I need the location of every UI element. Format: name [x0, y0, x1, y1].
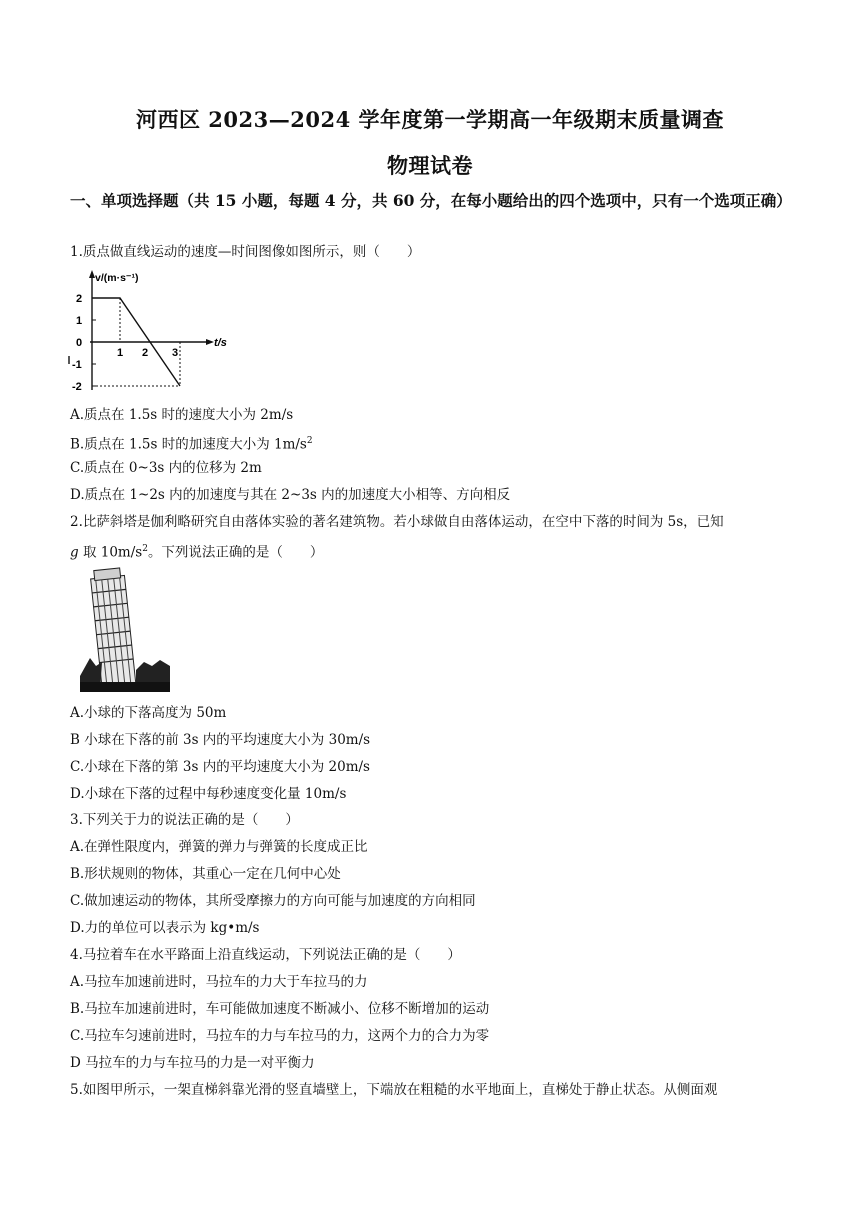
question-1-option-d: D.质点在 1~2s 内的加速度与其在 2~3s 内的加速度大小相等、方向相反: [70, 487, 511, 503]
y-tick-1: 1: [76, 315, 83, 327]
question-5-stem: 5.如图甲所示，一架直梯斜靠光滑的竖直墙壁上，下端放在粗糙的水平地面上，直梯处于静止状态。从侧面观: [70, 1082, 718, 1098]
question-4-option-a: A.马拉车加速前进时，马拉车的力大于车拉马的力: [70, 974, 368, 990]
question-1-option-c: C.质点在 0~3s 内的位移为 2m: [70, 460, 262, 476]
x-axis-label: t/s: [214, 337, 227, 349]
y-axis-label: v/(m·s⁻¹): [95, 272, 139, 284]
y-tick-2: 2: [76, 293, 83, 305]
y-tick-0: 0: [76, 337, 83, 349]
question-2-option-c: C.小球在下落的第 3s 内的平均速度大小为 20m/s: [70, 759, 370, 775]
question-1-option-b: B.质点在 1.5s 时的加速度大小为 $1m/s^2$: [70, 436, 313, 453]
question-2-option-d: D.小球在下落的过程中每秒速度变化量 10m/s: [70, 786, 347, 802]
question-3-option-d: D.力的单位可以表示为 kg•m/s: [70, 920, 260, 936]
x-axis-arrow: [206, 339, 214, 345]
question-4-option-b: B.马拉车加速前进时，车可能做加速度不断减小、位移不断增加的运动: [70, 1001, 490, 1017]
velocity-time-graph: [62, 268, 242, 398]
question-2-option-b: B 小球在下落的前 3s 内的平均速度大小为 30m/s: [70, 732, 371, 748]
x-tick-2: 2: [142, 347, 149, 359]
question-1-stem: 1.质点做直线运动的速度—时间图像如图所示，则（ ）: [70, 244, 421, 260]
exam-title: 河西区 2023—2024 学年度第一学期高一年级期末质量调查: [135, 107, 724, 132]
exam-subtitle: 物理试卷: [387, 153, 473, 178]
x-tick-3: 3: [172, 347, 179, 359]
question-3-stem: 3.下列关于力的说法正确的是（ ）: [70, 812, 299, 828]
question-1-option-a: A.质点在 1.5s 时的速度大小为 2m/s: [70, 407, 294, 423]
question-2-stem-line-1: 2.比萨斜塔是伽利略研究自由落体实验的著名建筑物。若小球做自由落体运动，在空中下落的时间为 5s，已知: [70, 514, 724, 530]
question-4-option-d: D 马拉车的力与车拉马的力是一对平衡力: [70, 1055, 315, 1071]
question-2-option-a: A.小球的下落高度为 50m: [70, 705, 227, 721]
section-heading: 一、单项选择题（共 15 小题，每题 4 分，共 60 分，在每小题给出的四个选项中，只有一个选项正确）: [70, 191, 792, 210]
y-tick-minus-1: -1: [72, 359, 82, 371]
x-tick-1: 1: [117, 347, 124, 359]
leaning-tower-photo: [80, 566, 170, 692]
question-2-stem-line-2: g 取 $10m/s^2$。下列说法正确的是（ ）: [70, 544, 324, 561]
question-3-option-c: C.做加速运动的物体，其所受摩擦力的方向可能与加速度的方向相同: [70, 893, 476, 909]
question-3-option-a: A.在弹性限度内，弹簧的弹力与弹簧的长度成正比: [70, 839, 368, 855]
y-tick-minus-2: -2: [72, 381, 82, 393]
question-4-stem: 4.马拉着车在水平路面上沿直线运动，下列说法正确的是（ ）: [70, 947, 461, 963]
question-3-option-b: B.形状规则的物体，其重心一定在几何中心处: [70, 866, 341, 882]
question-4-option-c: C.马拉车匀速前进时，马拉车的力与车拉马的力，这两个力的合力为零: [70, 1028, 490, 1044]
